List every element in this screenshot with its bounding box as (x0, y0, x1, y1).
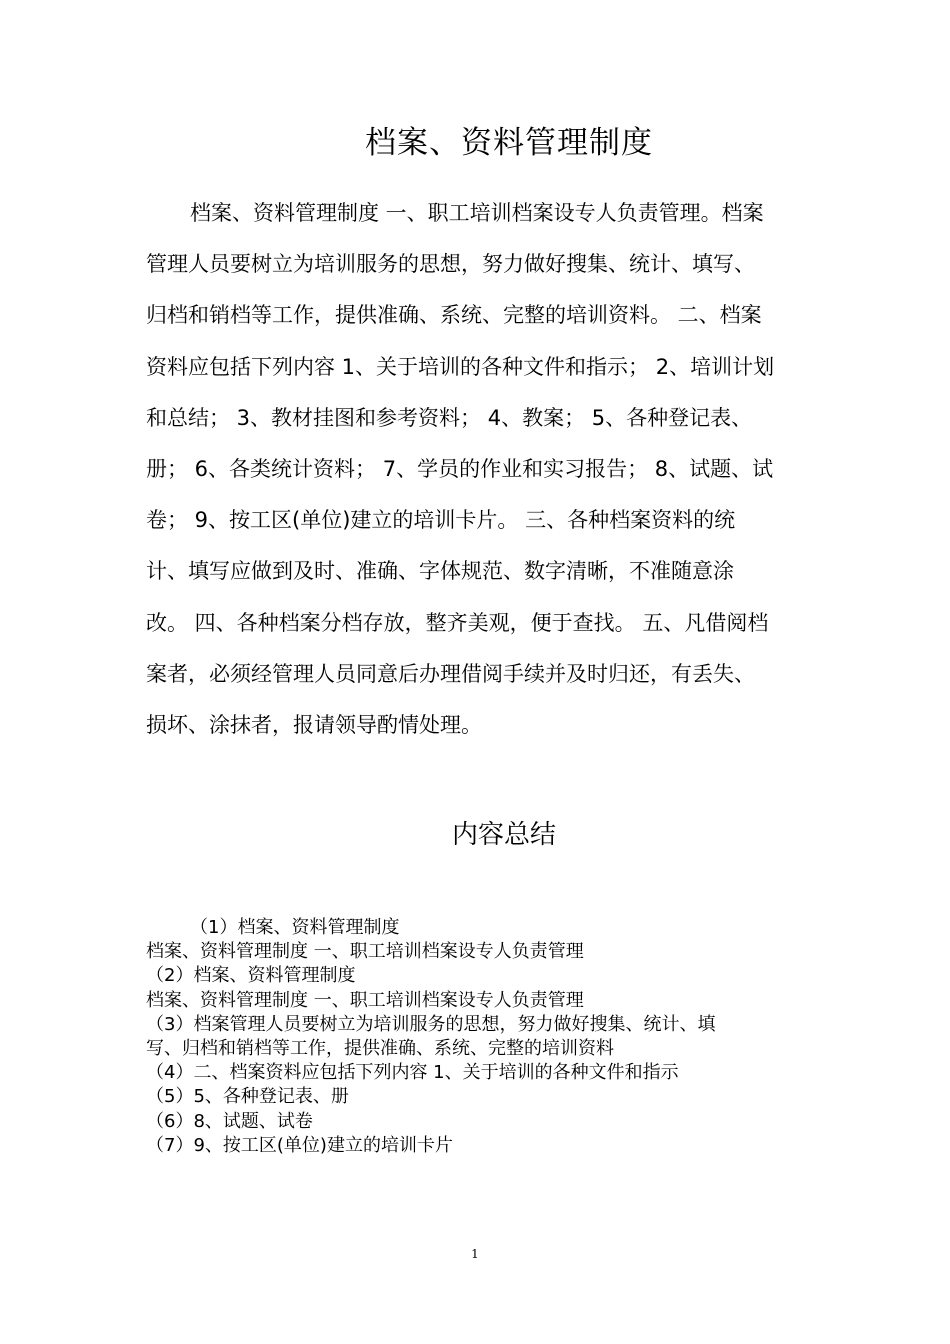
summary-line: （6）8、试题、试卷 (146, 1110, 313, 1132)
summary-line: （3）档案管理人员要树立为培训服务的思想，努力做好搜集、统计、填 (146, 1013, 716, 1035)
body-line: 档案、资料管理制度 一、职工培训档案设专人负责管理。档案 (190, 201, 764, 225)
body-line: 改。 四、各种档案分档存放，整齐美观，便于查找。 五、凡借阅档 (146, 610, 769, 635)
summary-list (146, 916, 810, 1158)
document-title: 档案、资料管理制度 (365, 125, 653, 161)
page-number: 1 (471, 1247, 479, 1261)
body-line: 资料应包括下列内容 1、关于培训的各种文件和指示； 2、培训计划 (146, 354, 775, 379)
summary-line: 档案、资料管理制度 一、职工培训档案设专人负责管理 (146, 989, 584, 1011)
summary-line: （7）9、按工区(单位)建立的培训卡片 (146, 1134, 453, 1156)
body-line: 计、填写应做到及时、准确、字体规范、数字清晰，不准随意涂 (146, 559, 734, 584)
document-body (146, 188, 810, 751)
summary-line: （4）二、档案资料应包括下列内容 1、关于培训的各种文件和指示 (146, 1062, 679, 1084)
body-line: 卷； 9、按工区(单位)建立的培训卡片。 三、各种档案资料的统 (146, 508, 736, 533)
summary-title: 内容总结 (451, 820, 556, 850)
body-line: 案者，必须经管理人员同意后办理借阅手续并及时归还，有丢失、 (146, 661, 755, 686)
summary-line: （5）5、各种登记表、册 (146, 1086, 349, 1108)
summary-line: 档案、资料管理制度 一、职工培训档案设专人负责管理 (146, 941, 584, 963)
summary-line: （2）档案、资料管理制度 (146, 965, 356, 987)
body-line: 管理人员要树立为培训服务的思想，努力做好搜集、统计、填写、 (146, 252, 755, 277)
summary-line: 写、归档和销档等工作，提供准确、系统、完整的培训资料 (146, 1038, 614, 1060)
body-line: 和总结； 3、教材挂图和参考资料； 4、教案； 5、各种登记表、 (146, 405, 753, 430)
body-line: 册； 6、各类统计资料； 7、学员的作业和实习报告； 8、试题、试 (146, 457, 774, 482)
body-line: 归档和销档等工作，提供准确、系统、完整的培训资料。 二、档案 (146, 303, 762, 328)
summary-line: （1）档案、资料管理制度 (190, 917, 400, 938)
body-line: 损坏、涂抹者，报请领导酌情处理。 (146, 713, 482, 738)
